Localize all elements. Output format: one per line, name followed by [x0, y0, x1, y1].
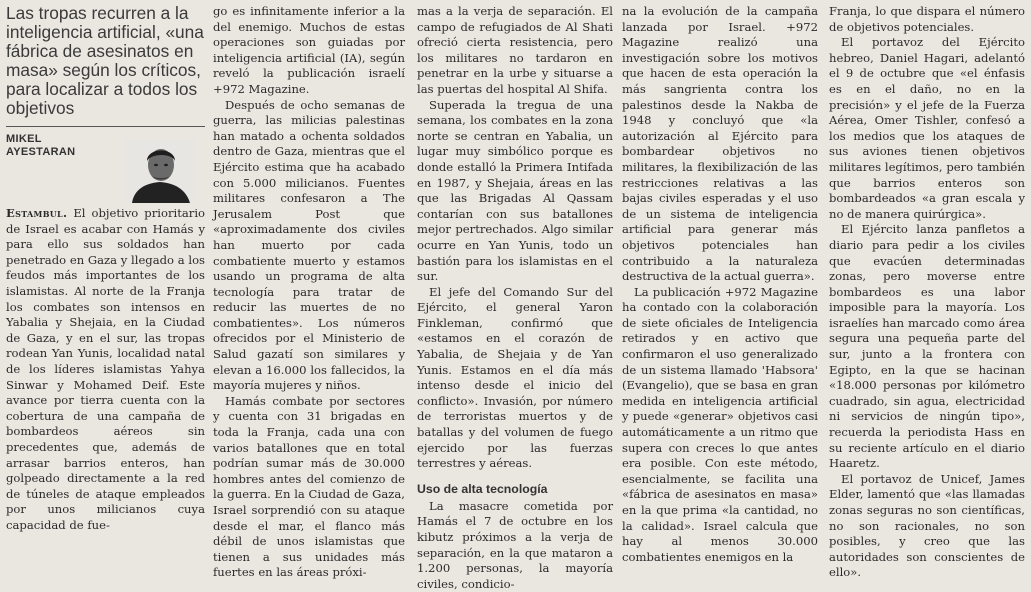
body-paragraph: na la evolución de la campaña lanzada por Israel. +972 Magazine realizó una investigación sobre los motivos que hacen de esta operación la más sangrienta contra los palestinos desde la Nakba de 1948 y concluyó que «la autorización al Ejército para bombardear objetivos no militares, la flexibilización de las restricciones relativas a las bajas civiles esperadas y el uso de un sistema de inteligencia artificial para generar más objetivos potenciales han contribuido a la naturaleza destructiva de la actual guerra».	[622, 4, 818, 284]
body-paragraph: Franja, lo que dispara el número de objetivos potenciales.	[829, 4, 1025, 34]
body-paragraph: Superada la tregua de una semana, los combates en la zona norte se centran en Yabalia, un lugar muy simbólico porque es donde estalló la Primera Intifada en 1987, y Shejaia, áreas en las que las Brigadas Al Qassam contarían con sus batallones mejor pertrechados. Algo similar ocurre en Yan Yunis, todo un bastión para los islamistas en el sur.	[417, 97, 613, 284]
body-paragraph: La publicación +972 Magazine ha contado con la colaboración de siete oficiales de Inteligencia retirados y en activo que confirmaron el uso generalizado de un sistema llamado 'Habsora' (Evangelio), que se basa en gran medida en inteligencia artificial y puede «generar» objetivos casi automáticamente a un ritmo que supera con creces lo que antes era posible. Con este método, esencialmente, se facilita una «fábrica de asesinatos en masa» en la que prima «la cantidad, no la calidad». Israel calcula que hay al menos 30.000 combatientes enemigos en la	[622, 284, 818, 564]
author-name	[6, 133, 75, 158]
headline-divider	[6, 126, 205, 127]
byline	[6, 133, 205, 206]
dateline: Estambul.	[6, 206, 68, 220]
section-subhead: Uso de alta tecnología	[417, 481, 548, 496]
column-2	[213, 4, 405, 580]
author-last-name: AYESTARAN	[6, 145, 76, 158]
body-paragraph: El jefe del Comando Sur del Ejército, el general Yaron Finkleman, confirmó que «estamos en el corazón de Yabalia, de Shejaia y de Yan Yunis. Estamos en el día más intenso desde el inicio del conflicto». Invasión, por número de terroristas muertos y de batallas y del volumen de fuego ejercido por las fuerzas terrestres y aéreas.	[417, 284, 613, 471]
body-paragraph: El Ejército lanza panfletos a diario para pedir a los civiles que evacúen determinadas zonas, pero moverse entre bombardeos es una labor imposible para la mayoría. Los israelíes han marcado como área segura una pequeña parte del sur, junto a la frontera con Egipto, en la que se hacinan «18.000 personas por kilómetro cuadrado, sin agua, electricidad ni servicios de ningún tipo», recuerda la periodista Hass en su reciente artículo en el diario Haaretz.	[829, 222, 1025, 471]
body-paragraph	[6, 206, 205, 533]
column-3	[417, 4, 613, 591]
body-paragraph-text: El objetivo prioritario de Israel es acabar con Hamás y para ello sus soldados han penetrado en Gaza y llegado a los feudos más importantes de los islamistas. Al norte de la Franja los combates son intensos en Yabalia y Shejaia, en la Ciudad de Gaza, y en el sur, las tropas rodean Yan Yunis, localidad natal de los líderes islamistas Yahya Sinwar y Mohamed Deif. Este avance por tierra cuenta con la cobertura de una campaña de bombardeos aéreos sin precedentes que, además de arrasar barrios enteros, han golpeado directamente a la red de túneles de ataque empleados por unos milicianos cuya capacidad de fue-	[6, 206, 206, 532]
body-paragraph: El portavoz del Ejército hebreo, Daniel Hagari, adelantó el 9 de octubre que «el énfasis es en el daño, no en la precisión» y el jefe de la Fuerza Aérea, Omer Tishler, confesó a los medios que los ataques de sus aviones tienen objetivos militares legítimos, pero también que barrios enteros son bombardeados «a gran escala y no de manera quirúrgica».	[829, 35, 1025, 221]
body-paragraph: Después de ocho semanas de guerra, las milicias palestinas han matado a ochenta soldados dentro de Gaza, mientras que el Ejército estima que ha acabado con 5.000 milicianos. Fuentes militares confesaron a The Jerusalem Post que «aproximadamente dos civiles han muerto por cada combatiente muerto y estamos usando un programa de alta tecnología para tratar de reducir las muertes de no combatientes». Los números ofrecidos por el Ministerio de Salud gazatí son similares y elevan a 16.000 los fallecidos, la mayoría mujeres y niños.	[213, 97, 405, 393]
author-first-name: MIKEL	[6, 133, 42, 145]
author-photo	[124, 139, 196, 203]
body-paragraph: mas a la verja de separación. El campo de refugiados de Al Shati ofreció cierta resistencia, pero los militares no tardaron en penetrar en la urbe y situarse a las puertas del hospital Al Shifa.	[417, 4, 613, 96]
column-4	[622, 4, 818, 564]
body-paragraph: La masacre cometida por Hamás el 7 de octubre en los kibutz próximos a la verja de separación, en la que mataron a 1.200 personas, la mayoría civiles, condicio-	[417, 498, 613, 591]
column-1	[6, 3, 206, 532]
body-paragraph: go es infinitamente inferior a la del enemigo. Muchos de estas operaciones son guiadas por inteligencia artificial (IA), según reveló la publicación israelí +972 Magazine.	[213, 4, 405, 96]
column-5	[829, 4, 1025, 580]
body-paragraph: Hamás combate por sectores y cuenta con 31 brigadas en toda la Franja, cada una con varios batallones que en total podrían sumar más de 30.000 hombres antes del comienzo de la guerra. En la Ciudad de Gaza, Israel sorprendió con su ataque desde el mar, el flanco más débil de unos islamistas que tienen a sus unidades más fuertes en las áreas próxi-	[213, 393, 405, 580]
body-paragraph: El portavoz de Unicef, James Elder, lamentó que «las llamadas zonas seguras no son científicas, no son racionales, no son posibles, y creo que las autoridades son conscientes de ello».	[829, 471, 1025, 580]
headline: Las tropas recurren a la inteligencia artificial, «una fábrica de asesinatos en masa» según los críticos, para localizar a todos los objetivos	[6, 3, 204, 118]
